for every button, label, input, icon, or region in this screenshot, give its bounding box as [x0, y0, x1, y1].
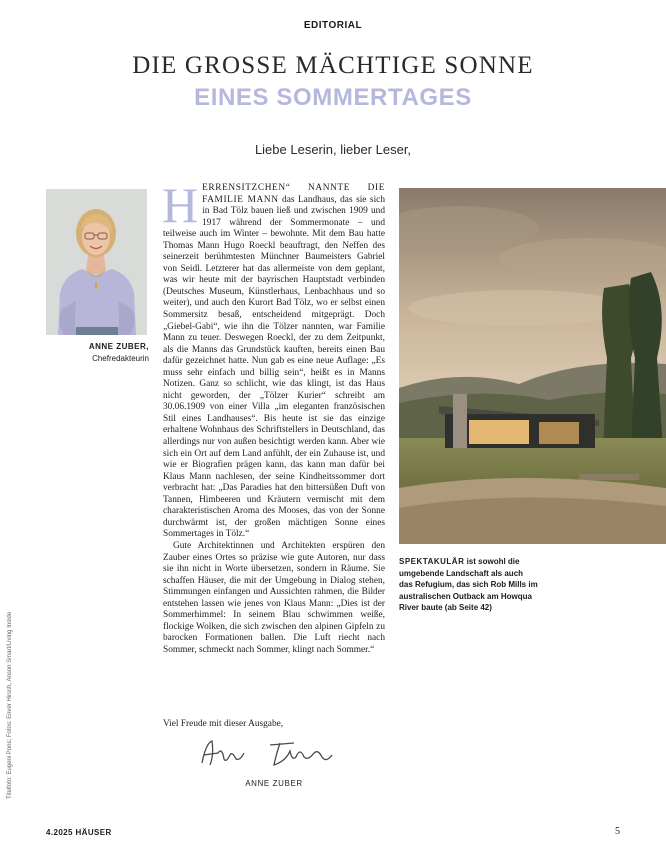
photo-caption [399, 556, 539, 614]
footer-issue [46, 828, 112, 837]
article-lead-caps: ERRENSITZCHEN“ NANNTE DIE FAMILIE MANN [202, 183, 385, 205]
author-name: ANNE ZUBER, [88, 342, 149, 351]
signer-name: ANNE ZUBER [245, 779, 303, 788]
landscape-photo [399, 188, 666, 544]
greeting: Liebe Leserin, lieber Leser, [254, 142, 412, 157]
article-paragraph-2: Gute Architektinnen und Architekten erspüren den Zauber eines Ortes so präzise wie gute Autoren, nur dass sie ihn nicht in Worte übersetzen, sondern in Räume. Sie schaffen Häuser, die mit der Umgebung in Dialog stehen, Stimmungen einfangen und Aussichten rahmen, die Bilder entstehen lassen wie jenes von Klaus Mann: „Dies ist der Sommerhimmel: In seinem Blau schwimmen weiße, flockige Wolken, die sich zwischen den alpinen Gipfeln zu barocken Formationen ballen. Die Luft riecht nach Sommer, schmeckt nach Sommer, klingt nach Sommer.“ [163, 540, 385, 655]
article-paragraph-1 [162, 177, 385, 541]
headline-line-2: EINES SOMMERTAGES [194, 84, 472, 111]
photo-credit: Titelfoto: Eugeni Pons; Fotos: Enver Hirsch, Anson Smart/Living Inside [7, 611, 13, 799]
author-portrait [46, 189, 147, 335]
headline-line-1: DIE GROSSE MÄCHTIGE SONNE [132, 52, 534, 79]
landscape-photo-image [399, 188, 666, 544]
footer-magazine: HÄUSER [75, 828, 112, 837]
page-number: 5 [615, 826, 620, 837]
footer-issue-number: 4.2025 [46, 828, 73, 837]
closing-line: Viel Freude mit dieser Ausgabe, [163, 719, 284, 729]
photo-caption-lead: SPEKTAKULÄR [399, 557, 465, 566]
section-label: EDITORIAL [303, 20, 363, 31]
author-portrait-image [46, 189, 147, 335]
signature [196, 733, 346, 775]
article-paragraph-1-text: das Landhaus, das sie sich in Bad Tölz bauen ließ und zwischen 1909 und 1917 während der Sommermonate – und teilweise auch im Winter – bewohnte. Mit dem Bau hatte Thomas Mann Hugo Roeckl beauftragt, den Neffen des seinerzeit berühmtesten Münchner Baumeisters Gabriel von Seidl. Letzterer hat das allermeiste von dem geplant, was wir heute mit der bayrischen Hauptstadt verbinden (Deutsches Museum, Künstlerhaus, Lenbachhaus und so weiter), und auch den Kurort Bad Tölz, wo er selbst einen Sommersitz besaß, entscheidend mitgeprägt. Doch „Giebel-Gabi“, wie ihn die Tölzer nannten, war Familie Mann zu teuer. Deswegen Roeckl, der zu dem Zeitpunkt, als die Manns das Grundstück kauften, bereits einen Bau dafür gezeichnet hatte. Nun gab es eine neue Auflage: „Es muss sehr einfach und billig sein“, heißt es in Manns Notizen. Ganz so schlicht, wie das klingt, ist das Haus nicht geworden, der „Tölzer Kurier“ schreibt am 30.06.1909 von einer Villa „im eleganten französischen Stil eines Landhauses“. Bis heute ist sie das einzige erhaltene Wohnhaus des Schriftstellers in Deutschland, das allerdings nur von außen besichtigt werden kann. Aber wie sich ein Ort auf dem Land anfühlt, der ein Zuhause ist, und wie er Biografien prägen kann, das kann man dafür bei Klaus Mann nachlesen, der seine Kindheitssommer dort verbracht hat: „Das Paradies hat den bittersüßen Duft von Tannen, Himbeeren und Kräutern vermischt mit dem charakteristischen Aroma des Mooses, das von der Sonne durchwärmt ist, der großen mächtigen Sonne eines Sommertages in Tölz.“ [163, 194, 385, 540]
author-role: Chefredakteurin [92, 354, 149, 363]
article-body [162, 177, 385, 656]
photo-caption-text: ist sowohl die umgebende Landschaft als auch das Refugium, das sich Rob Mills im australischen Outback am Howqua River baute (ab Seite 42) [399, 557, 538, 613]
signature-image [196, 733, 346, 775]
drop-cap: H [162, 177, 199, 233]
